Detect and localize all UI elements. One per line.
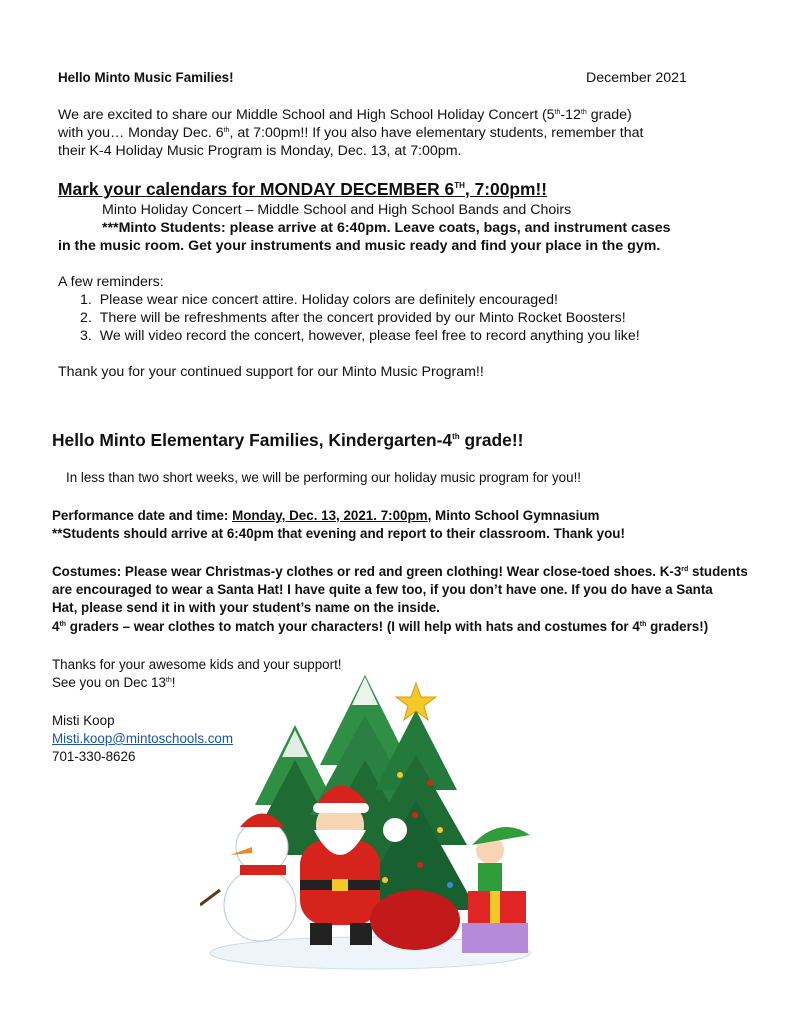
email-link[interactable]: Misti.koop@mintoschools.com <box>52 731 234 746</box>
mark-calendar-heading: Mark your calendars for MONDAY DECEMBER 6TH, 7:00pm!! <box>58 179 548 199</box>
reminder-item: 1. Please wear nice concert attire. Holiday colors are definitely encouraged! <box>80 292 558 308</box>
students-instructions-1: ***Minto Students: please arrive at 6:40pm. Leave coats, bags, and instrument cases <box>102 220 671 236</box>
signer-name: Misti Koop <box>52 713 115 728</box>
elementary-thanks: Thanks for your awesome kids and your support! <box>52 657 342 672</box>
christmas-scene-icon <box>200 665 545 975</box>
elementary-intro: In less than two short weeks, we will be performing our holiday music program for you!! <box>66 470 582 485</box>
gift-boxes-icon <box>462 891 528 953</box>
reminders-heading: A few reminders: <box>58 274 164 290</box>
gift-sack-icon <box>370 890 460 950</box>
arrive-line: **Students should arrive at 6:40pm that evening and report to their classroom. Thank you! <box>52 526 625 541</box>
signer-phone: 701-330-8626 <box>52 749 136 764</box>
performance-line: Performance date and time: Monday, Dec. 13, 2021. 7:00pm, Minto School Gymnasium <box>52 508 600 523</box>
music-thanks: Thank you for your continued support for our Minto Music Program!! <box>58 364 484 380</box>
letter-date: December 2021 <box>586 70 687 86</box>
costumes-line-4: 4th graders – wear clothes to match your characters! (I will help with hats and costumes for 4th graders!) <box>52 619 709 634</box>
intro-line-3: their K-4 Holiday Music Program is Monday, Dec. 13, at 7:00pm. <box>58 143 462 159</box>
costumes-line-2: are encouraged to wear a Santa Hat! I have quite a few too, if you don’t have one. If you do have a Santa <box>52 582 713 597</box>
costumes-line-3: Hat, please send it in with your student’s name on the inside. <box>52 600 440 615</box>
students-instructions-2: in the music room. Get your instruments and music ready and find your place in the gym. <box>58 238 661 254</box>
reminder-item: 3. We will video record the concert, however, please feel free to record anything you like! <box>80 328 640 344</box>
snowman-icon <box>200 814 296 942</box>
costumes-line-1: Costumes: Please wear Christmas-y clothes or red and green clothing! Wear close-toed shoes. K-3rd students <box>52 564 748 579</box>
elementary-heading: Hello Minto Elementary Families, Kindergarten-4th grade!! <box>52 430 524 450</box>
concert-line: Minto Holiday Concert – Middle School and High School Bands and Choirs <box>102 202 572 218</box>
see-you-line: See you on Dec 13th! <box>52 675 176 690</box>
intro-line-1: We are excited to share our Middle School and High School Holiday Concert (5th-12th grade) <box>58 107 632 123</box>
greeting-music-families: Hello Minto Music Families! <box>58 70 234 85</box>
intro-line-2: with you… Monday Dec. 6th, at 7:00pm!! If you also have elementary students, remember that <box>58 125 644 141</box>
elf-icon <box>472 827 530 891</box>
reminder-item: 2. There will be refreshments after the concert provided by our Minto Rocket Boosters! <box>80 310 626 326</box>
